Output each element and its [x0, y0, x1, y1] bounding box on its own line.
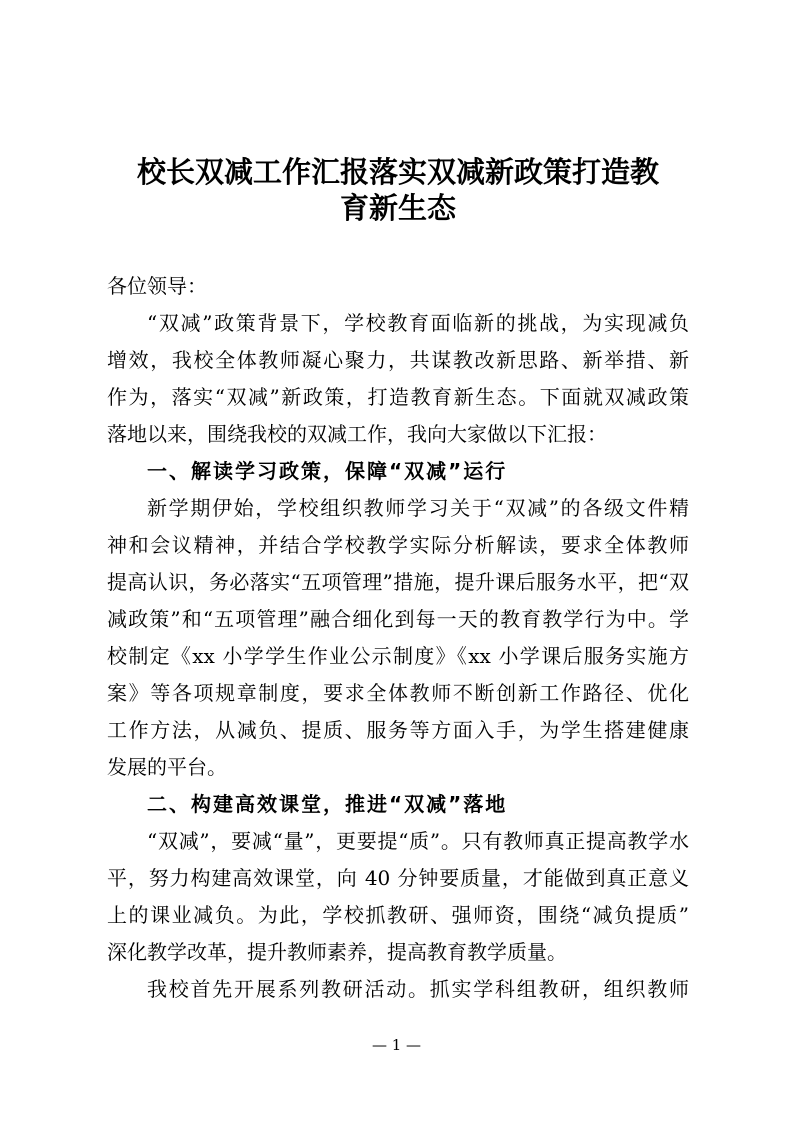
title-line: 校长双减工作汇报落实双减新政策打造教	[136, 155, 659, 189]
paragraph-line: 作为，落实“双减”新政策，打造教育新生态。下面就双减政策	[107, 385, 689, 409]
paragraph-line: 案》等各项规章制度，要求全体教师不断创新工作路径、优化	[107, 681, 689, 705]
paragraph-line: 校制定《xx 小学学生作业公示制度》《xx 小学课后服务实施方	[107, 644, 689, 668]
paragraph-line: 我校首先开展系列教研活动。抓实学科组教研，组织教师	[147, 977, 689, 1001]
document-title	[100, 154, 696, 226]
document-body	[107, 268, 689, 1008]
paragraph-line: 神和会议精神，并结合学校教学实际分析解读，要求全体教师	[107, 533, 689, 557]
salutation: 各位领导：	[107, 274, 207, 298]
paragraph-line: 工作方法，从减负、提质、服务等方面入手，为学生搭建健康	[107, 718, 689, 742]
page-number: — 1 —	[371, 1036, 422, 1054]
section-heading: 二、构建高效课堂，推进“双减”落地	[147, 792, 508, 816]
paragraph-line: 增效，我校全体教师凝心聚力，共谋教改新思路、新举措、新	[107, 348, 689, 372]
paragraph-line: 深化教学改革，提升教师素养，提高教育教学质量。	[107, 940, 567, 964]
paragraph-line: 平，努力构建高效课堂，向 40 分钟要质量，才能做到真正意义	[107, 866, 689, 890]
paragraph-line: 上的课业减负。为此，学校抓教研、强师资，围绕“减负提质”	[107, 903, 689, 927]
paragraph-line: 发展的平台。	[107, 755, 227, 779]
section-heading: 一、解读学习政策，保障“双减”运行	[147, 459, 508, 483]
title-line: 育新生态	[339, 191, 456, 225]
paragraph-line: 减政策”和“五项管理”融合细化到每一天的教育教学行为中。学	[107, 607, 689, 631]
paragraph-line: 新学期伊始，学校组织教师学习关于“双减”的各级文件精	[147, 496, 689, 520]
paragraph-line: “双减”政策背景下，学校教育面临新的挑战，为实现减负	[147, 311, 689, 335]
paragraph-line: “双减”，要减“量”，更要提“质”。只有教师真正提高教学水	[147, 829, 689, 853]
paragraph-line: 提高认识，务必落实“五项管理”措施，提升课后服务水平，把“双	[107, 570, 689, 594]
paragraph-line: 落地以来，围绕我校的双减工作，我向大家做以下汇报：	[107, 422, 607, 446]
